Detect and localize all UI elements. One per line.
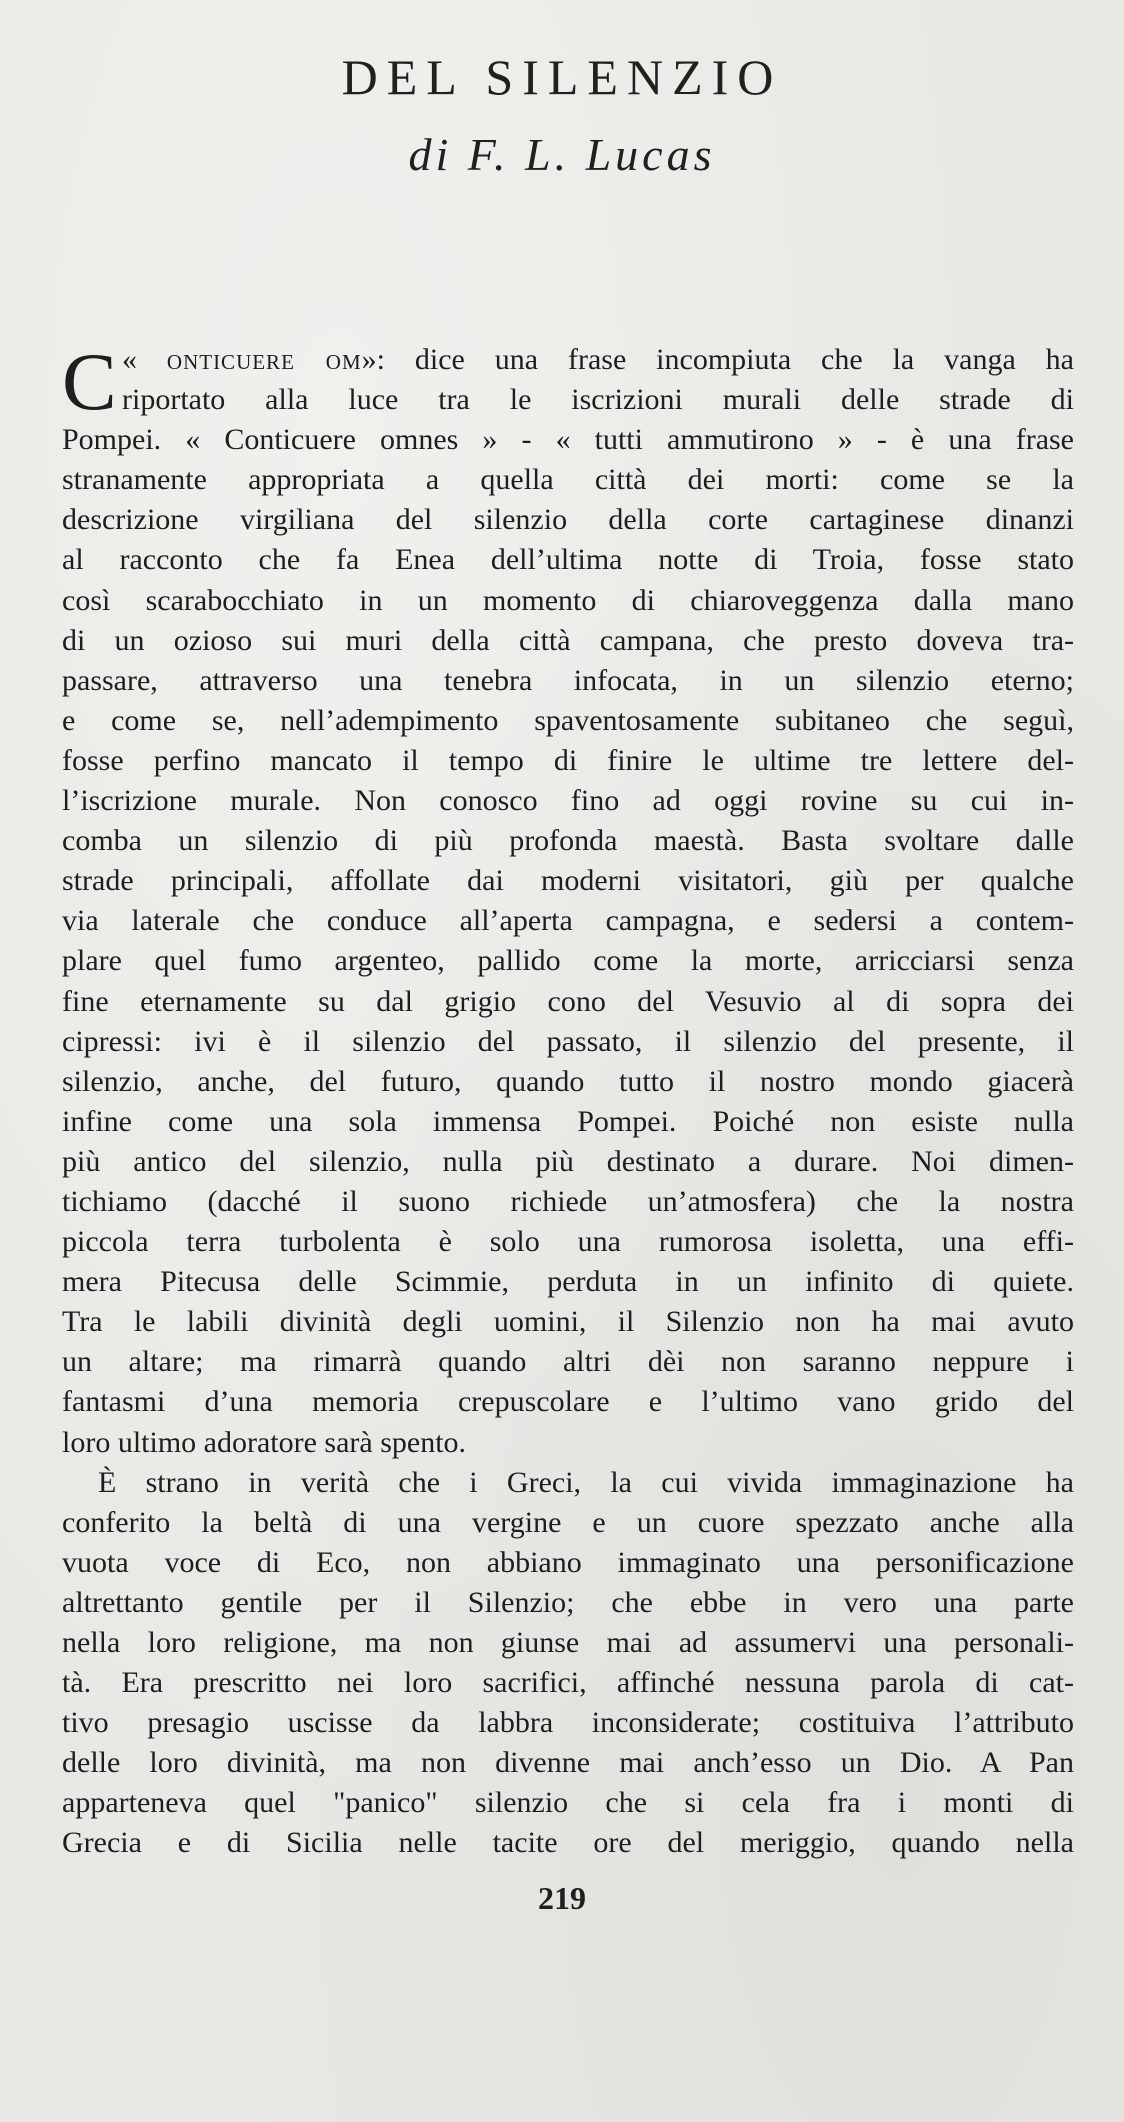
text-line: strade principali, affollate dai moderni visitatori, giù per qualche: [62, 864, 1074, 898]
opening-small-caps: onticuere om: [166, 343, 362, 376]
text-line-content: »: dice una frase incompiuta che la vanga ha: [361, 343, 1074, 376]
text-line: e come se, nell’adempimento spaventosamente subitaneo che seguì,: [62, 703, 1074, 737]
text-line: È strano in verità che i Greci, la cui vivida immaginazione ha: [98, 1465, 1074, 1499]
text-line: tichiamo (dacché il suono richiede un’atmosfera) che la nostra: [62, 1184, 1074, 1218]
text-line: silenzio, anche, del futuro, quando tutto il nostro mondo giacerà: [62, 1064, 1074, 1098]
chapter-author: di F. L. Lucas: [408, 129, 716, 180]
text-line: un altare; ma rimarrà quando altri dèi non saranno neppure i: [62, 1345, 1074, 1379]
text-line: fantasmi d’una memoria crepuscolare e l’ultimo vano grido del: [62, 1385, 1074, 1419]
text-line: piccola terra turbolenta è solo una rumorosa isoletta, una effi-: [62, 1225, 1074, 1259]
text-line: conferito la beltà di una vergine e un cuore spezzato anche alla: [62, 1505, 1074, 1539]
chapter-title: DEL SILENZIO: [341, 49, 783, 105]
text-line: passare, attraverso una tenebra infocata, in un silenzio eterno;: [62, 663, 1074, 697]
drop-cap: C: [62, 336, 117, 427]
opening-quote: «: [122, 343, 137, 376]
opening-paragraph-start: [62, 336, 1074, 427]
text-line: mera Pitecusa delle Scimmie, perduta in un infinito di quiete.: [62, 1265, 1074, 1299]
text-line: loro ultimo adoratore sarà spento.: [62, 1425, 467, 1459]
text-line: più antico del silenzio, nulla più destinato a durare. Noi dimen-: [62, 1144, 1074, 1178]
text-line: tà. Era prescritto nei loro sacrifici, affinché nessuna parola di cat-: [62, 1666, 1074, 1700]
text-line: di un ozioso sui muri della città campana, che presto doveva tra-: [62, 623, 1074, 657]
text-line: Grecia e di Sicilia nelle tacite ore del meriggio, quando nella: [62, 1826, 1074, 1860]
text-line: descrizione virgiliana del silenzio della corte cartaginese dinanzi: [62, 503, 1074, 537]
text-line: nella loro religione, ma non giunse mai ad assumervi una personali-: [62, 1626, 1074, 1659]
text-line: riportato alla luce tra le iscrizioni murali delle strade di: [122, 383, 1074, 417]
text-line: [62, 340, 1074, 380]
text-line: al racconto che fa Enea dell’ultima notte di Troia, fosse stato: [62, 543, 1074, 577]
text-line: fine eternamente su dal grigio cono del Vesuvio al di sopra dei: [62, 984, 1074, 1018]
text-line: stranamente appropriata a quella città dei morti: come se la: [62, 463, 1074, 497]
text-line: comba un silenzio di più profonda maestà. Basta svoltare dalle: [62, 824, 1074, 858]
text-line: l’iscrizione murale. Non conosco fino ad oggi rovine su cui in-: [62, 784, 1074, 818]
text-line: Tra le labili divinità degli uomini, il Silenzio non ha mai avuto: [62, 1305, 1074, 1339]
text-line: infine come una sola immensa Pompei. Poiché non esiste nulla: [62, 1104, 1074, 1138]
text-line: via laterale che conduce all’aperta campagna, e sedersi a contem-: [62, 904, 1074, 938]
text-line: apparteneva quel "panico" silenzio che si cela fra i monti di: [62, 1786, 1074, 1820]
text-line: vuota voce di Eco, non abbiano immaginato una personificazione: [62, 1545, 1074, 1579]
text-line: fosse perfino mancato il tempo di finire le ultime tre lettere del-: [62, 743, 1074, 777]
text-line: altrettanto gentile per il Silenzio; che ebbe in vero una parte: [62, 1585, 1074, 1619]
text-line: plare quel fumo argenteo, pallido come la morte, arricciarsi senza: [62, 944, 1074, 978]
text-line: cipressi: ivi è il silenzio del passato, il silenzio del presente, il: [62, 1024, 1074, 1058]
text-line: delle loro divinità, ma non divenne mai anch’esso un Dio. A Pan: [62, 1746, 1074, 1780]
body-text: [62, 336, 1074, 1864]
text-line: così scarabocchiato in un momento di chiaroveggenza dalla mano: [62, 583, 1074, 617]
text-line: Pompei. « Conticuere omnes » - « tutti ammutirono » - è una frase: [62, 423, 1074, 457]
page-number: 219: [538, 1880, 586, 1916]
text-line: tivo presagio uscisse da labbra inconsiderate; costituiva l’attributo: [62, 1706, 1074, 1740]
